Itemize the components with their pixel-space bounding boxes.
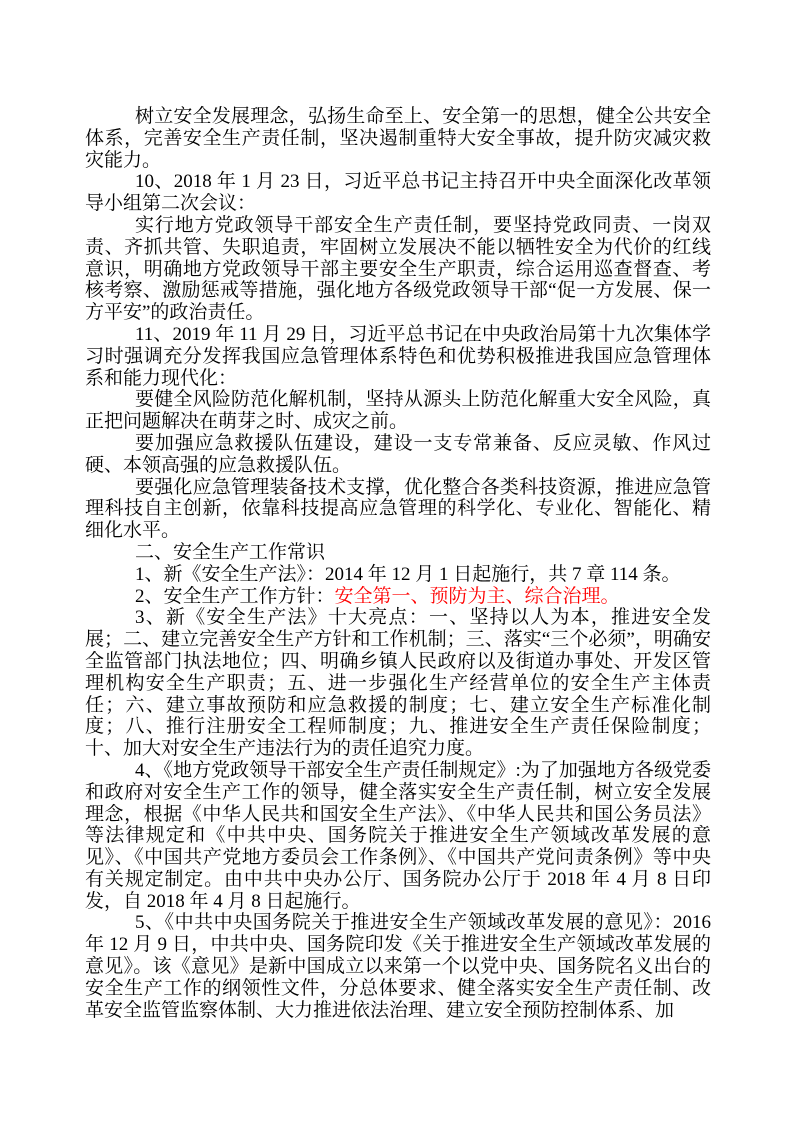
text-run: 4、《地方党政领导干部安全生产责任制规定》:为了加强地方各级党委和政府对安全生产工作的领导，健全落实安全生产责任制，树立安全发展理念，根据《中华人民共和国安全生产法》、《中华人民共和国公务员法》等法律规定和《中共中央、国务院关于推进安全生产领域改革发展的意见》、《中国共产党地方委员会工作条例》、《中国共产党问责条例》等中央有关规定制定。由中共中央办公厅、国务院办公厅于 2018 年 4 月 8 日印发，自 2018 年 4 月 8 日起施行。 <box>85 759 711 912</box>
paragraph <box>85 586 711 608</box>
paragraph <box>85 106 711 171</box>
highlighted-text-run: 安全第一、预防为主、综合治理。 <box>334 585 620 607</box>
paragraph <box>85 564 711 586</box>
paragraph <box>85 607 711 760</box>
text-run: 2、安全生产工作方针： <box>135 585 335 607</box>
text-run: 要健全风险防范化解机制，坚持从源头上防范化解重大安全风险，真正把问题解决在萌芽之时、成灾之前。 <box>85 389 711 433</box>
text-run: 要加强应急救援队伍建设，建设一支专常兼备、反应灵敏、作风过硬、本领高强的应急救援队伍。 <box>85 432 711 476</box>
text-run: 3、新《安全生产法》十大亮点：一、坚持以人为本，推进安全发展；二、建立完善安全生产方针和工作机制；三、落实“三个必须”，明确安全监管部门执法地位；四、明确乡镇人民政府以及街道办事处、开发区管理机构安全生产职责；五、进一步强化生产经营单位的安全生产主体责任；六、建立事故预防和应急救援的制度；七、建立安全生产标准化制度；八、推行注册安全工程师制度；九、推进安全生产责任保险制度；十、加大对安全生产违法行为的责任追究力度。 <box>85 607 711 760</box>
paragraph <box>85 912 711 1021</box>
paragraph <box>85 433 711 477</box>
paragraph <box>85 760 711 913</box>
paragraph <box>85 477 711 542</box>
text-run: 实行地方党政领导干部安全生产责任制，要坚持党政同责、一岗双责、齐抓共管、失职追责，牢固树立发展决不能以牺牲安全为代价的红线意识，明确地方党政领导干部主要安全生产职责，综合运用巡查督查、考核考察、激励惩戒等措施，强化地方各级党政领导干部“促一方发展、保一方平安”的政治责任。 <box>85 214 711 324</box>
text-run: 10、2018 年 1 月 23 日，习近平总书记主持召开中央全面深化改革领导小组第二次会议： <box>85 171 711 215</box>
text-run: 11、2019 年 11 月 29 日，习近平总书记在中央政治局第十九次集体学习时强调充分发挥我国应急管理体系特色和优势积极推进我国应急管理体系和能力现代化： <box>85 323 711 389</box>
text-run: 要强化应急管理装备技术支撑，优化整合各类科技资源，推进应急管理科技自主创新，依靠科技提高应急管理的科学化、专业化、智能化、精细化水平。 <box>85 476 711 542</box>
text-run: 5、《中共中央国务院关于推进安全生产领域改革发展的意见》：2016 年 12 月 9 日，中共中央、国务院印发《关于推进安全生产领域改革发展的意见》。该《意见》是新中国成立以来第一个以党中央、国务院名义出台的安全生产工作的纲领性文件，分总体要求、健全落实安全生产责任制、改革安全监管监察体制、大力推进依法治理、建立安全预防控制体系、加 <box>85 912 711 1021</box>
text-run: 二、安全生产工作常识 <box>135 541 326 563</box>
paragraph <box>85 542 711 564</box>
paragraph <box>85 324 711 389</box>
document-body <box>85 106 711 1021</box>
paragraph <box>85 171 711 215</box>
text-run: 树立安全发展理念，弘扬生命至上、安全第一的思想，健全公共安全体系，完善安全生产责任制，坚决遏制重特大安全事故，提升防灾减灾救灾能力。 <box>85 106 711 171</box>
text-run: 1、新《安全生产法》：2014 年 12 月 1 日起施行，共 7 章 114 条。 <box>135 563 681 585</box>
paragraph <box>85 215 711 324</box>
paragraph <box>85 389 711 433</box>
